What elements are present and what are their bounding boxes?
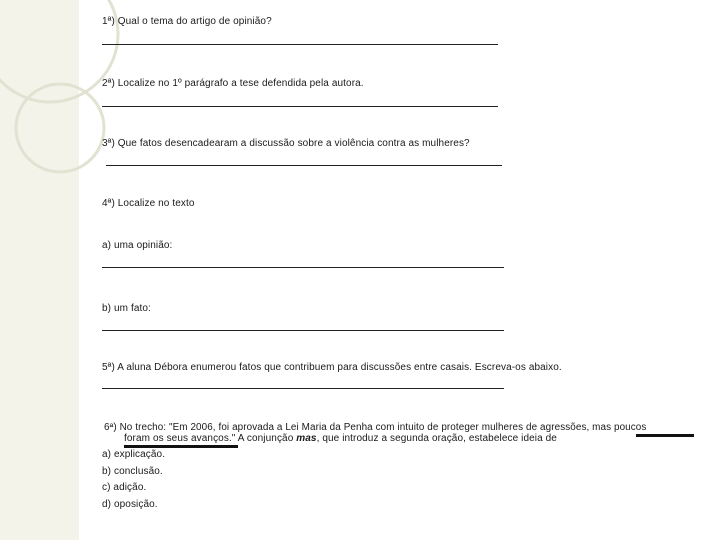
- question-2: 2ª) Localize no 1º parágrafo a tese defendida pela autora.: [102, 78, 364, 89]
- question-1: 1ª) Qual o tema do artigo de opinião?: [102, 16, 272, 27]
- option-c[interactable]: c) adição.: [102, 482, 147, 493]
- question-6-line-2: [124, 433, 557, 445]
- decorative-rings: [0, 0, 200, 260]
- question-4a: a) uma opinião:: [102, 240, 173, 251]
- question-5: 5ª) A aluna Débora enumerou fatos que contribuem para discussões entre casais. Escreva-os abaixo.: [102, 362, 562, 373]
- answer-line-4a[interactable]: [102, 267, 504, 268]
- option-d[interactable]: d) oposição.: [102, 499, 158, 510]
- conjunction-mas: mas: [296, 433, 317, 444]
- question-4b: b) um fato:: [102, 303, 151, 314]
- answer-line-4b[interactable]: [102, 330, 504, 331]
- deco-ring-large: [0, 0, 118, 102]
- option-a[interactable]: a) explicação.: [102, 449, 166, 460]
- question-3: 3ª) Que fatos desencadearam a discussão sobre a violência contra as mulheres?: [102, 138, 470, 149]
- answer-line-1[interactable]: [102, 44, 498, 45]
- question-6-line-1: 6ª) No trecho: "Em 2006, foi aprovada a Lei Maria da Penha com intuito de proteger mulheres de agressões, mas poucos: [104, 422, 647, 433]
- question-6-line-2-post: , que introduz a segunda oração, estabelece ideia de: [316, 433, 557, 444]
- deco-ring-small: [16, 84, 104, 172]
- option-b[interactable]: b) conclusão.: [102, 466, 163, 477]
- underline-foram-avancos: [124, 445, 238, 448]
- answer-line-2[interactable]: [102, 106, 498, 107]
- question-4: 4ª) Localize no texto: [102, 198, 195, 209]
- answer-line-3[interactable]: [106, 165, 502, 166]
- underline-mas-poucos: [636, 434, 694, 437]
- question-6-line-2-pre: foram os seus avanços." A conjunção: [124, 433, 297, 444]
- answer-line-5[interactable]: [102, 388, 504, 389]
